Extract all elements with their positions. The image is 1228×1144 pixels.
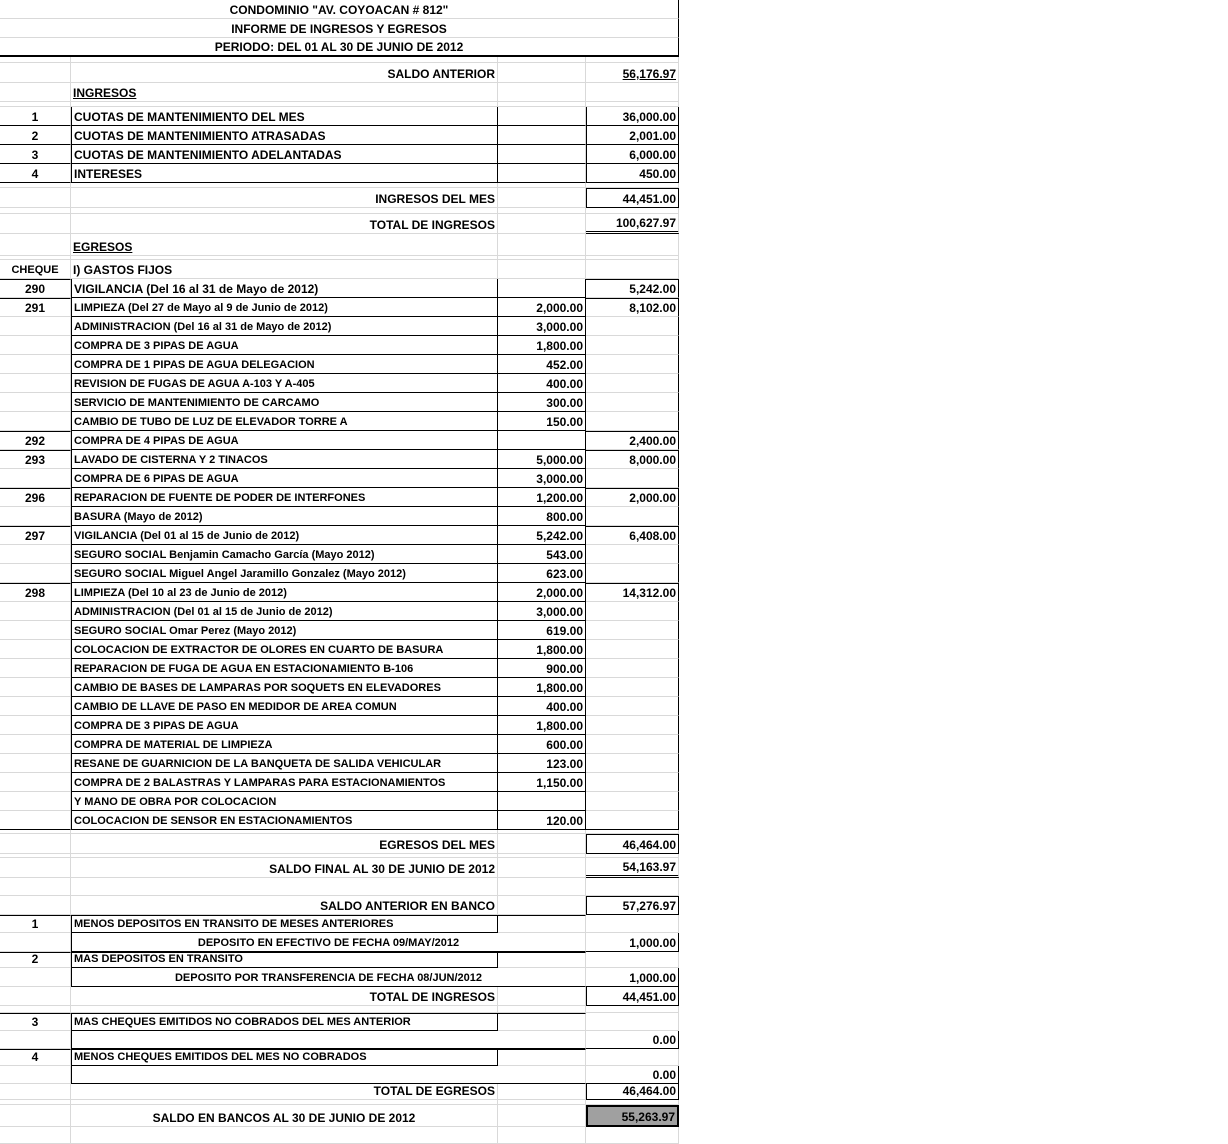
- item-number: [0, 234, 71, 256]
- description-cell: ADMINISTRACION (Del 01 al 15 de Junio de 2012): [71, 602, 498, 621]
- amount-cell: [586, 678, 679, 697]
- table-row: [0, 83, 679, 102]
- description-cell: [71, 1127, 498, 1144]
- item-number: [0, 697, 71, 716]
- item-number: [0, 933, 71, 952]
- bank-item-label: MAS CHEQUES EMITIDOS NO COBRADOS DEL MES ANTERIOR: [71, 1013, 498, 1031]
- description-cell: BASURA (Mayo de 2012): [71, 507, 498, 526]
- partial-amount-cell: 3,000.00: [498, 317, 586, 336]
- table-row: [0, 234, 679, 256]
- partial-amount-cell: [498, 896, 586, 915]
- amount-cell: [586, 697, 679, 716]
- partial-amount-cell: [498, 915, 586, 933]
- partial-amount-cell: 1,800.00: [498, 336, 586, 355]
- section-heading: EGRESOS: [71, 234, 498, 256]
- partial-amount-cell: 452.00: [498, 355, 586, 374]
- partial-amount-cell: 300.00: [498, 393, 586, 412]
- amount-cell: [586, 915, 679, 933]
- table-row: [0, 952, 679, 968]
- amount-cell: 14,312.00: [586, 583, 679, 602]
- item-number: [0, 545, 71, 564]
- amount-cell: [586, 469, 679, 488]
- item-number: [0, 336, 71, 355]
- amount-cell: 1,000.00: [586, 933, 679, 952]
- description-cell: ADMINISTRACION (Del 16 al 31 de Mayo de 2012): [71, 317, 498, 336]
- amount-cell: [586, 792, 679, 811]
- partial-amount-cell: 800.00: [498, 507, 586, 526]
- partial-amount-cell: [498, 164, 586, 183]
- amount-cell: [586, 1049, 679, 1066]
- table-row: [0, 164, 679, 183]
- table-row: [0, 896, 679, 915]
- total-amount: 57,276.97: [586, 896, 679, 915]
- partial-amount-cell: [498, 260, 586, 279]
- item-number: [0, 188, 71, 208]
- amount-cell: [586, 260, 679, 279]
- table-row: [0, 697, 679, 716]
- partial-amount-cell: [498, 952, 586, 968]
- section-heading: I) GASTOS FIJOS: [71, 260, 498, 279]
- table-row: [0, 659, 679, 678]
- amount-cell: [586, 1006, 679, 1013]
- item-number: [0, 735, 71, 754]
- amount-cell: [586, 412, 679, 431]
- amount-cell: [586, 374, 679, 393]
- item-number: [0, 1127, 71, 1144]
- item-number: [0, 1084, 71, 1100]
- description-cell: [71, 1066, 586, 1084]
- partial-amount-cell: 120.00: [498, 811, 586, 830]
- description-cell: COLOCACION DE SENSOR EN ESTACIONAMIENTOS: [71, 811, 498, 830]
- amount-cell: [586, 878, 679, 896]
- partial-amount-cell: [498, 834, 586, 854]
- table-row: [0, 126, 679, 145]
- partial-amount-cell: 2,000.00: [498, 298, 586, 317]
- partial-amount-cell: 623.00: [498, 564, 586, 583]
- description-cell: COMPRA DE 4 PIPAS DE AGUA: [71, 431, 498, 450]
- total-label: INGRESOS DEL MES: [71, 188, 498, 208]
- amount-cell: 450.00: [586, 164, 679, 183]
- description-cell: REPARACION DE FUENTE DE PODER DE INTERFONES: [71, 488, 498, 507]
- table-row: [0, 564, 679, 583]
- item-number: 290: [0, 279, 71, 298]
- description-cell: [71, 1031, 586, 1049]
- amount-cell: [586, 811, 679, 830]
- item-number: [0, 469, 71, 488]
- partial-amount-cell: [498, 63, 586, 83]
- amount-cell: 6,408.00: [586, 526, 679, 545]
- table-row: [0, 583, 679, 602]
- amount-cell: 0.00: [586, 1031, 679, 1049]
- amount-cell: [586, 355, 679, 374]
- table-row: [0, 260, 679, 279]
- table-row: [0, 526, 679, 545]
- description-cell: INTERESES: [71, 164, 498, 183]
- table-row: [0, 393, 679, 412]
- amount-cell: [586, 716, 679, 735]
- partial-amount-cell: 900.00: [498, 659, 586, 678]
- table-row: [0, 374, 679, 393]
- amount-cell: [586, 773, 679, 792]
- description-cell: LIMPIEZA (Del 27 de Mayo al 9 de Junio de 2012): [71, 298, 498, 317]
- item-number: [0, 811, 71, 830]
- description-cell: SEGURO SOCIAL Miguel Angel Jaramillo Gonzalez (Mayo 2012): [71, 564, 498, 583]
- table-row: [0, 279, 679, 298]
- item-number: 292: [0, 431, 71, 450]
- item-number: 4: [0, 1049, 71, 1066]
- total-amount: 46,464.00: [586, 1084, 679, 1100]
- item-number: 4: [0, 164, 71, 183]
- partial-amount-cell: [498, 145, 586, 164]
- description-cell: CAMBIO DE TUBO DE LUZ DE ELEVADOR TORRE A: [71, 412, 498, 431]
- table-row: [0, 1084, 679, 1100]
- partial-amount-cell: 150.00: [498, 412, 586, 431]
- item-number: [0, 1105, 71, 1127]
- spacer-row: [0, 878, 679, 896]
- description-cell: CAMBIO DE LLAVE DE PASO EN MEDIDOR DE AREA COMUN: [71, 697, 498, 716]
- partial-amount-cell: [498, 1006, 586, 1013]
- total-label: SALDO FINAL AL 30 DE JUNIO DE 2012: [71, 858, 498, 878]
- table-row: [0, 298, 679, 317]
- item-number: 2: [0, 126, 71, 145]
- amount-cell: [586, 640, 679, 659]
- amount-cell: [586, 336, 679, 355]
- table-row: [0, 488, 679, 507]
- table-row: [0, 188, 679, 208]
- amount-cell: 2,001.00: [586, 126, 679, 145]
- item-number: [0, 896, 71, 915]
- amount-cell: 8,000.00: [586, 450, 679, 469]
- description-cell: REPARACION DE FUGA DE AGUA EN ESTACIONAMIENTO B-106: [71, 659, 498, 678]
- partial-amount-cell: [498, 858, 586, 878]
- item-number: 298: [0, 583, 71, 602]
- amount-cell: 2,000.00: [586, 488, 679, 507]
- section-heading: INGRESOS: [71, 83, 498, 102]
- item-number: [0, 773, 71, 792]
- partial-amount-cell: [498, 1127, 586, 1144]
- description-cell: COMPRA DE 6 PIPAS DE AGUA: [71, 469, 498, 488]
- amount-cell: [586, 317, 679, 336]
- item-number: [0, 640, 71, 659]
- amount-cell: [586, 659, 679, 678]
- description-cell: VIGILANCIA (Del 01 al 15 de Junio de 2012): [71, 526, 498, 545]
- partial-amount-cell: 3,000.00: [498, 469, 586, 488]
- description-cell: CUOTAS DE MANTENIMIENTO ADELANTADAS: [71, 145, 498, 164]
- table-row: [0, 858, 679, 878]
- item-number: 3: [0, 145, 71, 164]
- partial-amount-cell: [498, 107, 586, 126]
- description-cell: COLOCACION DE EXTRACTOR DE OLORES EN CUARTO DE BASURA: [71, 640, 498, 659]
- amount-cell: [586, 545, 679, 564]
- description-cell: SERVICIO DE MANTENIMIENTO DE CARCAMO: [71, 393, 498, 412]
- partial-amount-cell: [498, 279, 586, 298]
- total-label: SALDO ANTERIOR EN BANCO: [71, 896, 498, 915]
- amount-cell: [586, 754, 679, 773]
- item-number: [0, 834, 71, 854]
- table-row: [0, 1031, 679, 1049]
- item-number: [0, 987, 71, 1006]
- partial-amount-cell: 5,000.00: [498, 450, 586, 469]
- table-row: [0, 792, 679, 811]
- description-cell: COMPRA DE MATERIAL DE LIMPIEZA: [71, 735, 498, 754]
- description-cell: SEGURO SOCIAL Omar Perez (Mayo 2012): [71, 621, 498, 640]
- description-cell: [71, 878, 498, 896]
- item-number: [0, 754, 71, 773]
- description-cell: CAMBIO DE BASES DE LAMPARAS POR SOQUETS EN ELEVADORES: [71, 678, 498, 697]
- label-saldo-anterior: SALDO ANTERIOR: [71, 63, 498, 83]
- description-cell: CUOTAS DE MANTENIMIENTO DEL MES: [71, 107, 498, 126]
- item-number: [0, 374, 71, 393]
- table-row: [0, 431, 679, 450]
- amount-cell: 0.00: [586, 1066, 679, 1084]
- table-row: [0, 933, 679, 952]
- description-cell: LAVADO DE CISTERNA Y 2 TINACOS: [71, 450, 498, 469]
- item-number: [0, 792, 71, 811]
- description-cell: RESANE DE GUARNICION DE LA BANQUETA DE SALIDA VEHICULAR: [71, 754, 498, 773]
- partial-amount-cell: [498, 126, 586, 145]
- partial-amount-cell: 1,800.00: [498, 640, 586, 659]
- amount-cell: 6,000.00: [586, 145, 679, 164]
- table-row: [0, 145, 679, 164]
- table-row: [0, 336, 679, 355]
- table-row: [0, 38, 679, 57]
- amount-cell: [586, 507, 679, 526]
- item-number: [0, 716, 71, 735]
- item-number: 296: [0, 488, 71, 507]
- table-row: [0, 968, 679, 987]
- partial-amount-cell: [498, 1105, 586, 1127]
- description-cell: CUOTAS DE MANTENIMIENTO ATRASADAS: [71, 126, 498, 145]
- item-number: 1: [0, 107, 71, 126]
- total-label: TOTAL DE INGRESOS: [71, 214, 498, 234]
- total-amount: 44,451.00: [586, 987, 679, 1006]
- table-row: [0, 107, 679, 126]
- amount-cell: 36,000.00: [586, 107, 679, 126]
- item-number: [0, 678, 71, 697]
- item-number: 3: [0, 1013, 71, 1031]
- spacer-row: [0, 1127, 679, 1144]
- partial-amount-cell: 1,800.00: [498, 678, 586, 697]
- partial-amount-cell: 3,000.00: [498, 602, 586, 621]
- partial-amount-cell: [498, 188, 586, 208]
- description-cell: COMPRA DE 2 BALASTRAS Y LAMPARAS PARA ESTACIONAMIENTOS: [71, 773, 498, 792]
- table-row: [0, 754, 679, 773]
- table-row: [0, 621, 679, 640]
- table-row: [0, 1066, 679, 1084]
- table-row: [0, 1049, 679, 1066]
- total-label: TOTAL DE INGRESOS: [71, 987, 498, 1006]
- item-number: [0, 317, 71, 336]
- item-number: [0, 63, 71, 83]
- amount-cell: [586, 1127, 679, 1144]
- partial-amount-cell: 1,200.00: [498, 488, 586, 507]
- bank-deposit-label: DEPOSITO POR TRANSFERENCIA DE FECHA 08/JUN/2012: [71, 968, 586, 987]
- table-row: [0, 507, 679, 526]
- item-number: [0, 968, 71, 987]
- table-row: [0, 450, 679, 469]
- report-title: INFORME DE INGRESOS Y EGRESOS: [0, 19, 679, 38]
- item-number: [0, 83, 71, 102]
- item-number: [0, 659, 71, 678]
- partial-amount-cell: [498, 1084, 586, 1100]
- amount-cell: [586, 393, 679, 412]
- item-number: [0, 1031, 71, 1049]
- partial-amount-cell: 400.00: [498, 697, 586, 716]
- item-number: [0, 507, 71, 526]
- table-row: [0, 0, 679, 19]
- item-number: 1: [0, 915, 71, 933]
- partial-amount-cell: [498, 431, 586, 450]
- description-cell: SEGURO SOCIAL Benjamin Camacho García (Mayo 2012): [71, 545, 498, 564]
- bank-item-label: MENOS CHEQUES EMITIDOS DEL MES NO COBRADOS: [71, 1049, 498, 1066]
- table-row: [0, 811, 679, 830]
- item-number: [0, 858, 71, 878]
- partial-amount-cell: 5,242.00: [498, 526, 586, 545]
- partial-amount-cell: 123.00: [498, 754, 586, 773]
- table-row: [0, 735, 679, 754]
- partial-amount-cell: 400.00: [498, 374, 586, 393]
- partial-amount-cell: 2,000.00: [498, 583, 586, 602]
- total-amount: 44,451.00: [586, 188, 679, 208]
- table-row: [0, 773, 679, 792]
- final-balance-label: SALDO EN BANCOS AL 30 DE JUNIO DE 2012: [71, 1105, 498, 1127]
- total-label: TOTAL DE EGRESOS: [71, 1084, 498, 1100]
- partial-amount-cell: [498, 1013, 586, 1031]
- item-number: [0, 602, 71, 621]
- item-number: 297: [0, 526, 71, 545]
- table-row: [0, 355, 679, 374]
- description-cell: COMPRA DE 3 PIPAS DE AGUA: [71, 336, 498, 355]
- table-row: [0, 716, 679, 735]
- amount-cell: [586, 621, 679, 640]
- amount-cell: [586, 564, 679, 583]
- total-amount: 46,464.00: [586, 834, 679, 854]
- amount-cell: [586, 952, 679, 968]
- amount-cell: 2,400.00: [586, 431, 679, 450]
- partial-amount-cell: [498, 214, 586, 234]
- description-cell: COMPRA DE 3 PIPAS DE AGUA: [71, 716, 498, 735]
- item-number: [0, 393, 71, 412]
- table-row: [0, 987, 679, 1006]
- bank-item-label: MENOS DEPOSITOS EN TRANSITO DE MESES ANTERIORES: [71, 915, 498, 933]
- total-label: EGRESOS DEL MES: [71, 834, 498, 854]
- table-row: [0, 545, 679, 564]
- amount-cell: 1,000.00: [586, 968, 679, 987]
- table-row: [0, 640, 679, 659]
- report-title: PERIODO: DEL 01 AL 30 DE JUNIO DE 2012: [0, 38, 679, 57]
- item-number: [0, 878, 71, 896]
- partial-amount-cell: 1,150.00: [498, 773, 586, 792]
- table-row: [0, 602, 679, 621]
- item-number: 291: [0, 298, 71, 317]
- amount-cell: 5,242.00: [586, 279, 679, 298]
- item-number: [0, 621, 71, 640]
- partial-amount-cell: [498, 987, 586, 1006]
- item-number: [0, 1006, 71, 1013]
- partial-amount-cell: 600.00: [498, 735, 586, 754]
- table-row: [0, 678, 679, 697]
- amount-cell: 8,102.00: [586, 298, 679, 317]
- partial-amount-cell: [498, 1049, 586, 1066]
- partial-amount-cell: 619.00: [498, 621, 586, 640]
- partial-amount-cell: [498, 792, 586, 811]
- table-row: [0, 915, 679, 933]
- item-number: [0, 564, 71, 583]
- description-cell: COMPRA DE 1 PIPAS DE AGUA DELEGACION: [71, 355, 498, 374]
- table-row: [0, 469, 679, 488]
- spacer-row: [0, 1006, 679, 1013]
- partial-amount-cell: [498, 234, 586, 256]
- total-amount: 54,163.97: [586, 858, 679, 878]
- item-number: 2: [0, 952, 71, 968]
- bank-deposit-label: DEPOSITO EN EFECTIVO DE FECHA 09/MAY/2012: [71, 933, 586, 952]
- table-row: [0, 214, 679, 234]
- description-cell: [71, 1006, 498, 1013]
- amount-cell: 56,176.97: [586, 63, 679, 83]
- table-row: [0, 834, 679, 854]
- partial-amount-cell: [498, 878, 586, 896]
- table-row: [0, 63, 679, 83]
- item-number: [0, 355, 71, 374]
- partial-amount-cell: 543.00: [498, 545, 586, 564]
- table-row: [0, 1013, 679, 1031]
- table-row: [0, 317, 679, 336]
- item-number: 293: [0, 450, 71, 469]
- amount-cell: [586, 602, 679, 621]
- description-cell: REVISION DE FUGAS DE AGUA A-103 Y A-405: [71, 374, 498, 393]
- item-number: [0, 1066, 71, 1084]
- item-number: [0, 412, 71, 431]
- description-cell: VIGILANCIA (Del 16 al 31 de Mayo de 2012): [71, 279, 498, 298]
- final-balance-amount: 55,263.97: [586, 1105, 679, 1127]
- cheque-header: CHEQUE: [0, 260, 71, 279]
- description-cell: Y MANO DE OBRA POR COLOCACION: [71, 792, 498, 811]
- total-amount: 100,627.97: [586, 214, 679, 234]
- table-row: [0, 1105, 679, 1127]
- amount-cell: [586, 83, 679, 102]
- description-cell: LIMPIEZA (Del 10 al 23 de Junio de 2012): [71, 583, 498, 602]
- table-row: [0, 412, 679, 431]
- table-row: [0, 19, 679, 38]
- amount-cell: [586, 234, 679, 256]
- item-number: [0, 214, 71, 234]
- partial-amount-cell: [498, 83, 586, 102]
- report-title: CONDOMINIO "AV. COYOACAN # 812": [0, 0, 679, 19]
- amount-cell: [586, 735, 679, 754]
- amount-cell: [586, 1013, 679, 1031]
- partial-amount-cell: 1,800.00: [498, 716, 586, 735]
- bank-item-label: MAS DEPOSITOS EN TRANSITO: [71, 952, 498, 968]
